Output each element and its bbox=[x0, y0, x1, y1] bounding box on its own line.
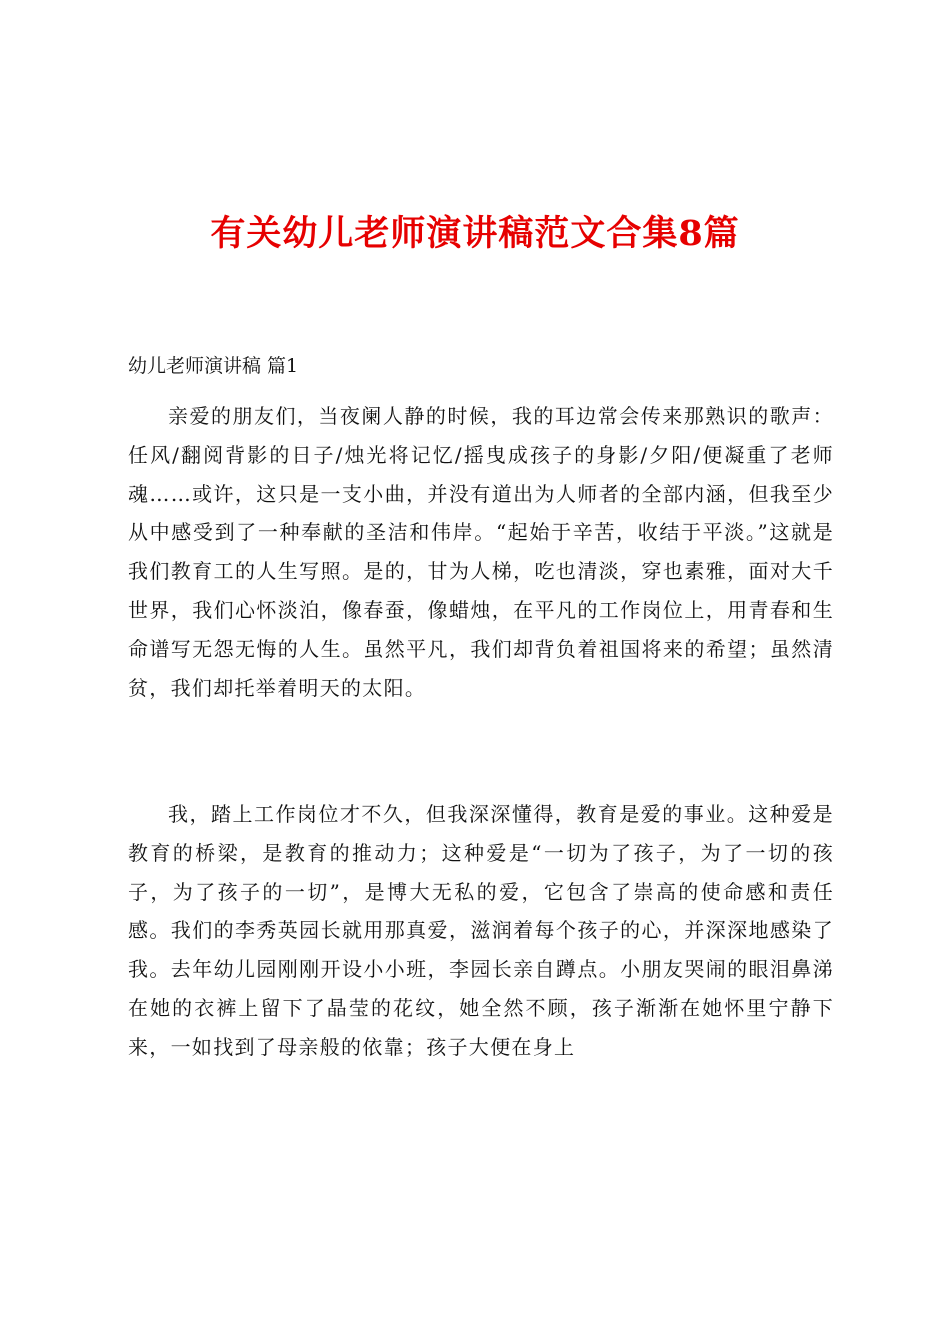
paragraph-1: 亲爱的朋友们，当夜阑人静的时候，我的耳边常会传来那熟识的歌声：任风/翻阅背影的日子/烛光将记忆/摇曳成孩子的身影/夕阳/便凝重了老师魂……或许，这只是一支小曲，并没有道出为人师者的全部内涵，但我至少从中感受到了一种奉献的圣洁和伟岸。“起始于辛苦，收结于平淡。”这就是我们教育工的人生写照。是的，甘为人梯，吃也清淡，穿也素雅，面对大千世界，我们心怀淡泊，像春蚕，像蜡烛，在平凡的工作岗位上，用青春和生命谱写无怨无悔的人生。虽然平凡，我们却背负着祖国将来的希望；虽然清贫，我们却托举着明天的太阳。 bbox=[128, 404, 834, 700]
paragraph-2: 我，踏上工作岗位才不久，但我深深懂得，教育是爱的事业。这种爱是教育的桥梁，是教育的推动力；这种爱是“一切为了孩子，为了一切的孩子，为了孩子的一切”，是博大无私的爱，它包含了崇高的使命感和责任感。我们的李秀英园长就用那真爱，滋润着每个孩子的心，并深深地感染了我。去年幼儿园刚刚开设小小班，李园长亲自蹲点。小朋友哭闹的眼泪鼻涕在她的衣裤上留下了晶莹的花纹，她全然不顾，孩子渐渐在她怀里宁静下来，一如找到了母亲般的依靠；孩子大便在身上 bbox=[128, 802, 834, 1059]
section-heading: 幼儿老师演讲稿 篇1 bbox=[128, 355, 299, 377]
document-title: 有关幼儿老师演讲稿范文合集8篇 bbox=[210, 213, 740, 254]
